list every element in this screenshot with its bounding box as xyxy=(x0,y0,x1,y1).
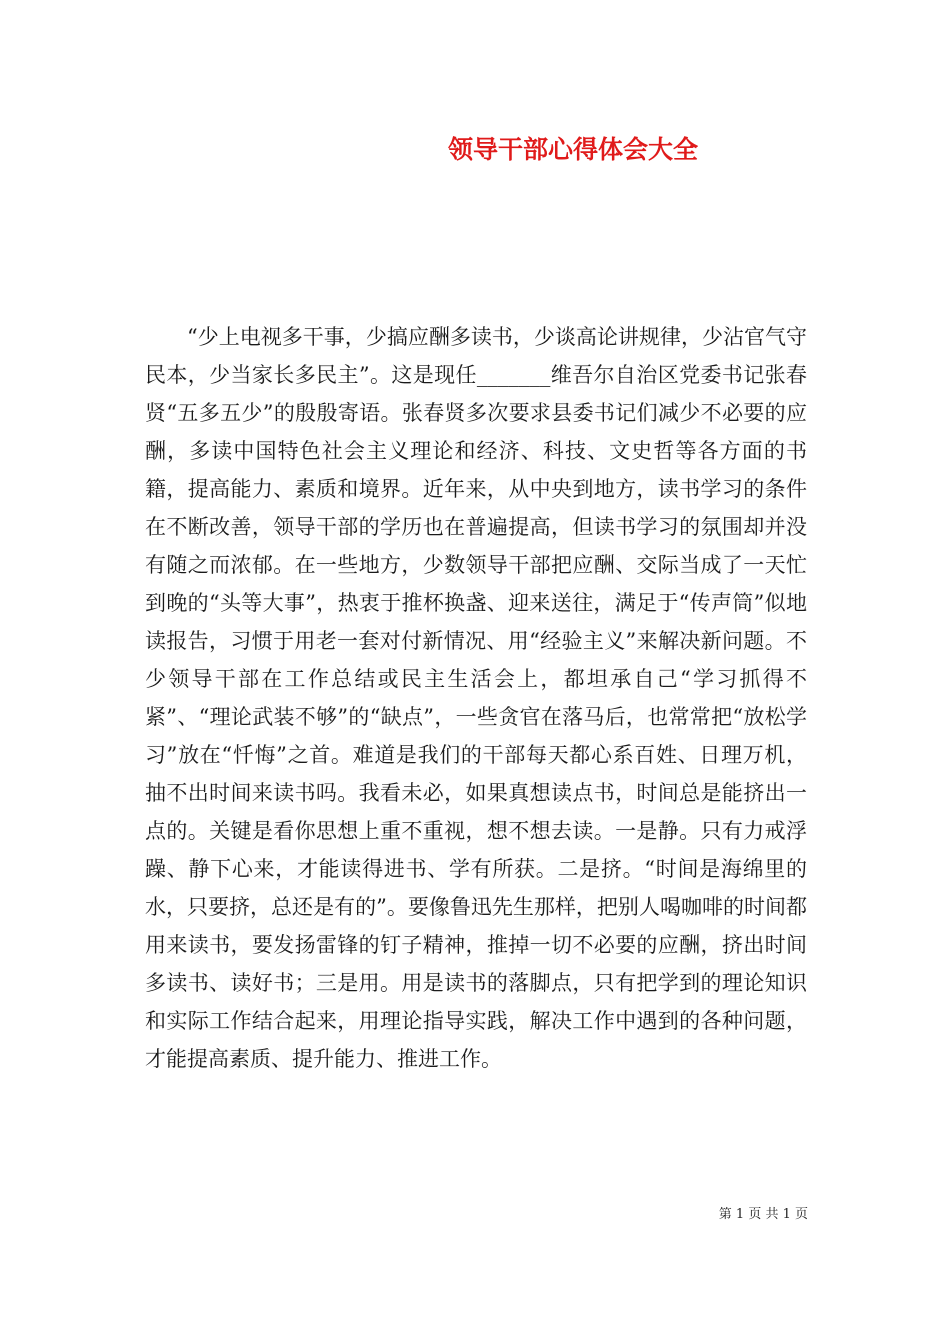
body-paragraph: “少上电视多干事，少搞应酬多读书，少谈高论讲规律，少沾官气守民本，少当家长多民主”。这是现任_______维吾尔自治区党委书记张春贤“五多五少”的殷殷寄语。张春贤多次要求县委书记们减少不必要的应酬，多读中国特色社会主义理论和经济、科技、文史哲等各方面的书籍，提高能力、素质和境界。近年来，从中央到地方，读书学习的条件在不断改善，领导干部的学历也在普遍提高，但读书学习的氛围却并没有随之而浓郁。在一些地方，少数领导干部把应酬、交际当成了一天忙到晚的“头等大事”，热衷于推杯换盏、迎来送往，满足于“传声筒”似地读报告，习惯于用老一套对付新情况、用“经验主义”来解决新问题。不少领导干部在工作总结或民主生活会上，都坦承自己“学习抓得不紧”、“理论武装不够”的“缺点”，一些贪官在落马后，也常常把“放松学习”放在“忏悔”之首。难道是我们的干部每天都心系百姓、日理万机，抽不出时间来读书吗。我看未必，如果真想读点书，时间总是能挤出一点的。关键是看你思想上重不重视，想不想去读。一是静。只有力戒浮躁、静下心来，才能读得进书、学有所获。二是挤。“时间是海绵里的水，只要挤，总还是有的”。要像鲁迅先生那样，把别人喝咖啡的时间都用来读书，要发扬雷锋的钉子精神，推掉一切不必要的应酬，挤出时间多读书、读好书；三是用。用是读书的落脚点，只有把学到的理论知识和实际工作结合起来，用理论指导实践，解决工作中遇到的各种问题，才能提高素质、提升能力、推进工作。 xyxy=(145,325,807,1071)
page-title: 领导干部心得体会大全 xyxy=(448,135,699,164)
body-text xyxy=(145,318,807,1078)
page-number-footer: 第 1 页 共 1 页 xyxy=(718,1207,808,1222)
